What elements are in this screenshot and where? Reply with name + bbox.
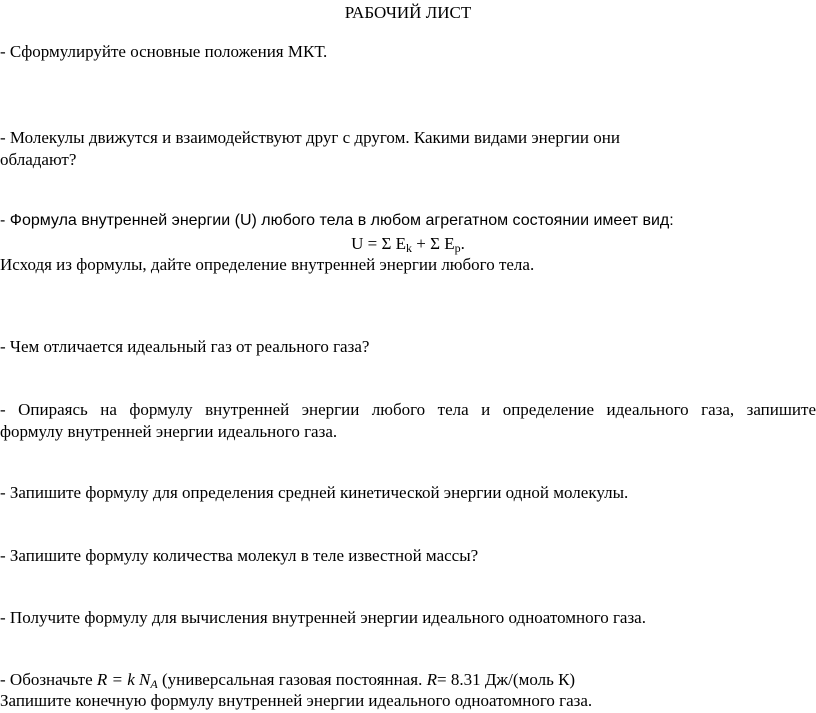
- question-gas-constant-line1: - Обозначьте R = k $N_A$ (универсальная газовая постоянная. R= 8.31 Дж/(моль К): [0, 670, 576, 691]
- gas-constant-equation: R = k N: [96, 670, 151, 689]
- question-ideal-gas-energy-line1: - Опираясь на формулу внутренней энергии любого тела и определение идеального газа, запишите: [0, 400, 816, 419]
- question-molecule-count: - Запишите формулу количества молекул в теле известной массы?: [0, 546, 479, 565]
- question-gas-constant-line2: Запишите конечную формулу внутренней энергии идеального одноатомного газа.: [0, 691, 593, 710]
- internal-energy-formula: U = Σ $E_k + \Sigma$ $E_p$.: [351, 234, 465, 255]
- question-internal-energy-line3: Исходя из формулы, дайте определение внутренней энергии любого тела.: [0, 255, 535, 274]
- question-monatomic-gas: - Получите формулу для вычисления внутренней энергии идеального одноатомного газа.: [0, 608, 646, 627]
- question-kinetic-energy: - Запишите формулу для определения средней кинетической энергии одной молекулы.: [0, 483, 629, 502]
- question-internal-energy-line1: - Формула внутренней энергии (U) любого тела в любом агрегатном состоянии имеет вид:: [0, 212, 674, 229]
- question-mkt: - Сформулируйте основные положения МКТ.: [0, 42, 328, 61]
- question-ideal-gas: - Чем отличается идеальный газ от реального газа?: [0, 337, 370, 356]
- page-title: РАБОЧИЙ ЛИСТ: [344, 3, 472, 22]
- question-energy-types-line1: - Молекулы движутся и взаимодействуют друг с другом. Какими видами энергии они: [0, 128, 620, 147]
- question-ideal-gas-energy-line2: формулу внутренней энергии идеального газа.: [0, 422, 338, 441]
- question-energy-types-line2: обладают?: [0, 150, 77, 169]
